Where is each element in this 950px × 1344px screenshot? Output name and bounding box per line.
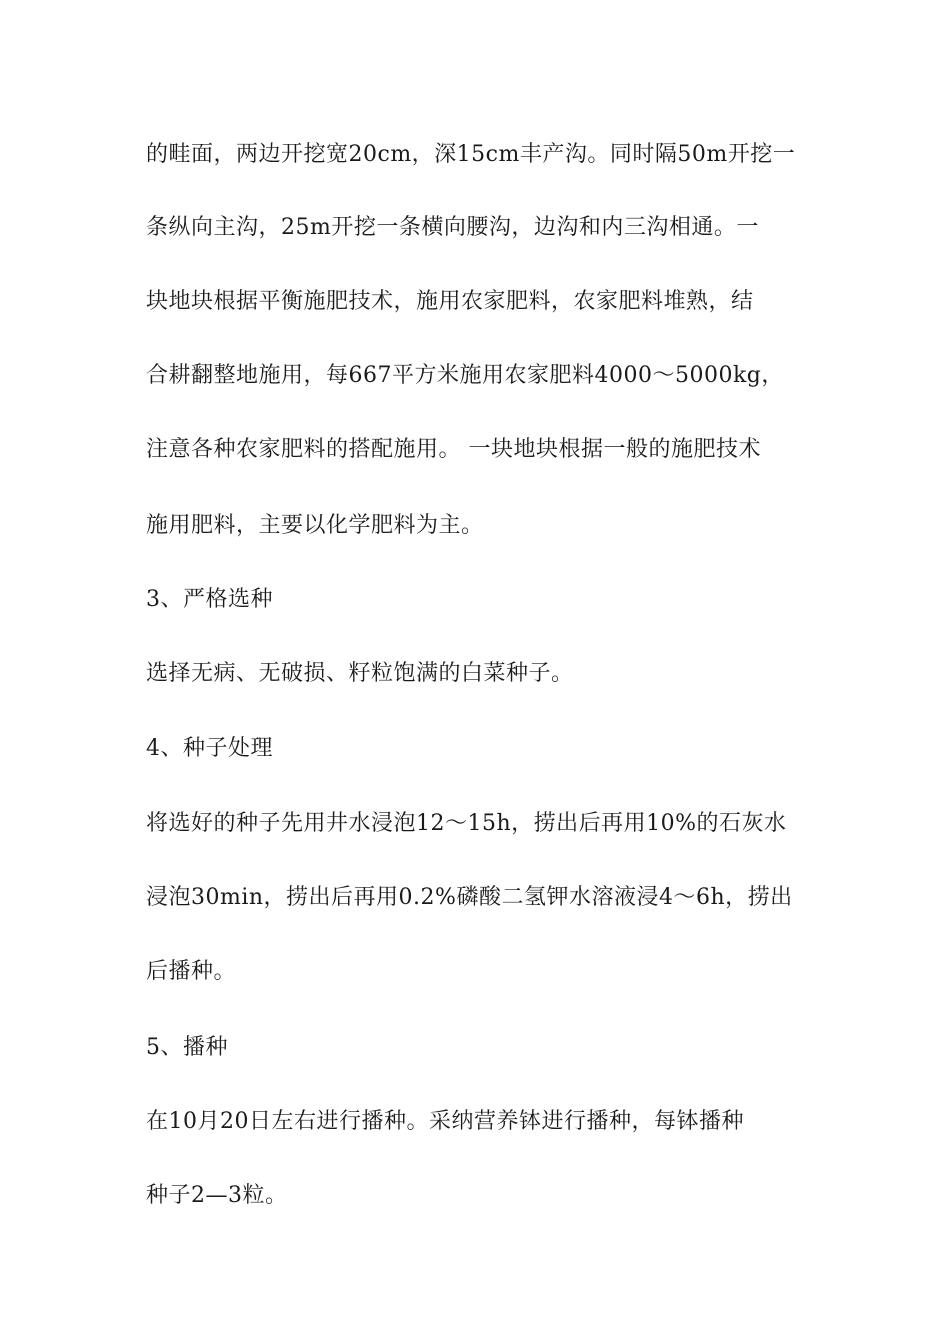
paragraph-line: 注意各种农家肥料的搭配施用。 一块地块根据一般的施肥技术 [146,437,761,462]
paragraph-line: 合耕翻整地施用，每667平方米施用农家肥料4000～5000kg， [146,363,784,388]
section-heading-5: 5、播种 [146,1035,228,1060]
paragraph-line: 施用肥料，主要以化学肥料为主。 [146,513,484,538]
paragraph-line: 选择无病、无破损、籽粒饱满的白菜种子。 [146,661,574,686]
paragraph-line: 条纵向主沟，25m开挖一条横向腰沟，边沟和内三沟相通。一 [146,215,759,240]
paragraph-line: 种子2—3粒。 [146,1183,288,1208]
paragraph-line: 将选好的种子先用井水浸泡12～15h，捞出后再用10%的石灰水 [146,811,787,836]
paragraph-line: 的畦面，两边开挖宽20cm，深15cm丰产沟。同时隔50m开挖一 [146,142,796,167]
section-heading-3: 3、严格选种 [146,587,273,612]
paragraph-line: 后播种。 [146,959,237,984]
paragraph-line: 浸泡30min，捞出后再用0.2%磷酸二氢钾水溶液浸4～6h，捞出 [146,885,793,910]
section-heading-4: 4、种子处理 [146,736,273,761]
paragraph-line: 在10月20日左右进行播种。采纳营养钵进行播种，每钵播种 [146,1109,744,1134]
paragraph-line: 块地块根据平衡施肥技术，施用农家肥料，农家肥料堆熟，结 [146,289,754,314]
